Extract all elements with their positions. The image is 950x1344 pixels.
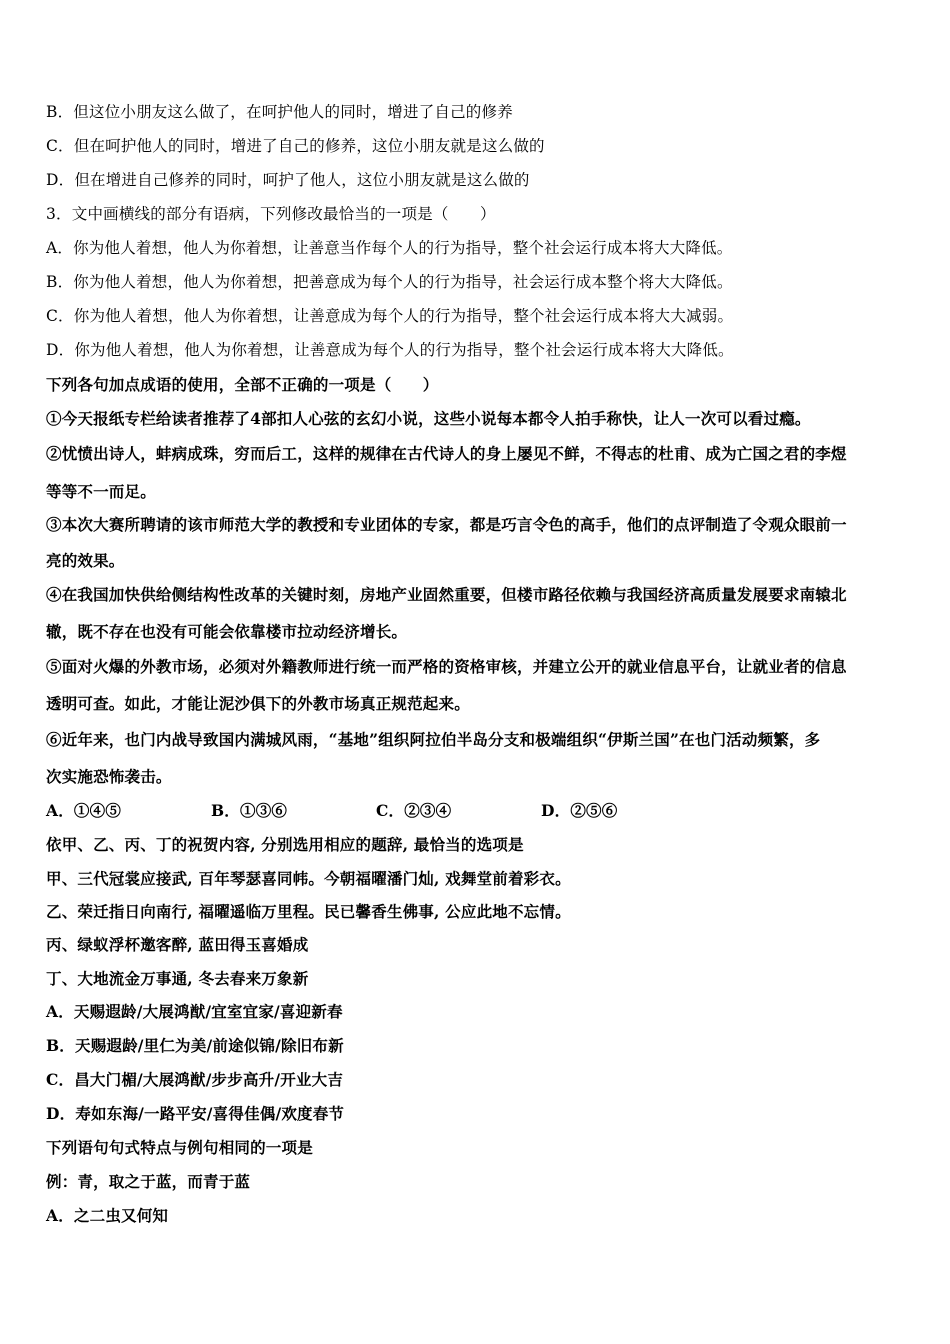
idiom-sentence-5: ⑤面对火爆的外教市场，必须对外籍教师进行统一而严格的资格审核，并建立公开的就业信息平台，让就业者的信息 — [46, 657, 847, 676]
idiom-sentence-4-cont: 辙，既不存在也没有可能会依靠楼市拉动经济增长。 — [46, 622, 408, 641]
syntax-option-a: A．之二虫又何知 — [46, 1206, 169, 1225]
syntax-question-stem: 下列语句句式特点与例句相同的一项是 — [46, 1138, 313, 1157]
idiom-sentence-6-cont: 次实施恐怖袭击。 — [46, 767, 172, 786]
couplet-ding: 丁、大地流金万事通, 冬去春来万象新 — [46, 969, 309, 988]
idiom-sentence-3-cont: 亮的效果。 — [46, 551, 125, 570]
couplet-yi: 乙、荣迁指日向南行, 福曜遥临万里程。民已馨香生佛事, 公应此地不忘情。 — [46, 902, 571, 921]
couplet-bing: 丙、绿蚁浮杯邀客醉, 蓝田得玉喜婚成 — [46, 935, 309, 954]
syntax-example: 例：青，取之于蓝，而青于蓝 — [46, 1172, 251, 1191]
q2-option-d: D．但在增进自己修养的同时，呵护了他人，这位小朋友就是这么做的 — [46, 171, 530, 189]
idiom-sentence-4: ④在我国加快供给侧结构性改革的关键时刻，房地产业固然重要，但楼市路径依赖与我国经济高质量发展要求南辕北 — [46, 585, 847, 604]
couplet-option-c: C．昌大门楣/大展鸿猷/步步高升/开业大吉 — [46, 1070, 344, 1089]
idiom-sentence-6: ⑥近年来，也门内战导致国内满城风雨，“基地”组织阿拉伯半岛分支和极端组织“伊斯兰国”在也门活动频繁，多 — [46, 730, 821, 749]
couplet-question-stem: 依甲、乙、丙、丁的祝贺内容, 分别选用相应的题辞, 最恰当的选项是 — [46, 835, 524, 854]
q2-option-c: C．但在呵护他人的同时，增进了自己的修养，这位小朋友就是这么做的 — [46, 137, 545, 155]
idiom-option-c: C．②③④ — [376, 801, 452, 820]
couplet-option-b: B．天赐遐龄/里仁为美/前途似锦/除旧布新 — [46, 1036, 344, 1055]
q3-option-d: D．你为他人着想，他人为你着想，让善意成为每个人的行为指导，整个社会运行成本将大大降低。 — [46, 341, 734, 359]
idiom-sentence-5-cont: 透明可查。如此，才能让泥沙俱下的外教市场真正规范起来。 — [46, 694, 470, 713]
couplet-option-a: A．天赐遐龄/大展鸿猷/宜室宜家/喜迎新春 — [46, 1002, 343, 1021]
idiom-sentence-2: ②忧愤出诗人，蚌病成珠，穷而后工，这样的规律在古代诗人的身上屡见不鲜，不得志的杜甫、成为亡国之君的李煜 — [46, 444, 847, 463]
couplet-jia: 甲、三代冠裳应接武, 百年琴瑟喜同帏。今朝福曜潘门灿, 戏舞堂前着彩衣。 — [46, 869, 571, 888]
idiom-option-b: B．①③⑥ — [211, 801, 288, 820]
idiom-options-row — [46, 801, 906, 821]
idiom-sentence-1: ①今天报纸专栏给读者推荐了4部扣人心弦的玄幻小说，这些小说每本都令人拍手称快，让人一次可以看过瘾。 — [46, 409, 811, 428]
q3-option-a: A．你为他人着想，他人为你着想，让善意当作每个人的行为指导，整个社会运行成本将大大降低。 — [46, 239, 733, 257]
idiom-sentence-3: ③本次大赛所聘请的该市师范大学的教授和专业团体的专家，都是巧言令色的高手，他们的点评制造了令观众眼前一 — [46, 515, 847, 534]
q3-stem: 3．文中画横线的部分有语病，下列修改最恰当的一项是（ ） — [46, 205, 496, 223]
q3-option-c: C．你为他人着想，他人为你着想，让善意成为每个人的行为指导，整个社会运行成本将大大减弱。 — [46, 307, 734, 325]
idiom-question-stem: 下列各句加点成语的使用，全部不正确的一项是（ ） — [46, 375, 439, 394]
idiom-option-d: D．②⑤⑥ — [541, 801, 618, 820]
q2-option-b: B．但这位小朋友这么做了，在呵护他人的同时，增进了自己的修养 — [46, 103, 513, 121]
q3-option-b: B．你为他人着想，他人为你着想，把善意成为每个人的行为指导，社会运行成本整个将大大降低。 — [46, 273, 733, 291]
idiom-sentence-2-cont: 等等不一而足。 — [46, 482, 156, 501]
idiom-option-a: A．①④⑤ — [46, 801, 122, 820]
couplet-option-d: D．寿如东海/一路平安/喜得佳偶/欢度春节 — [46, 1104, 345, 1123]
